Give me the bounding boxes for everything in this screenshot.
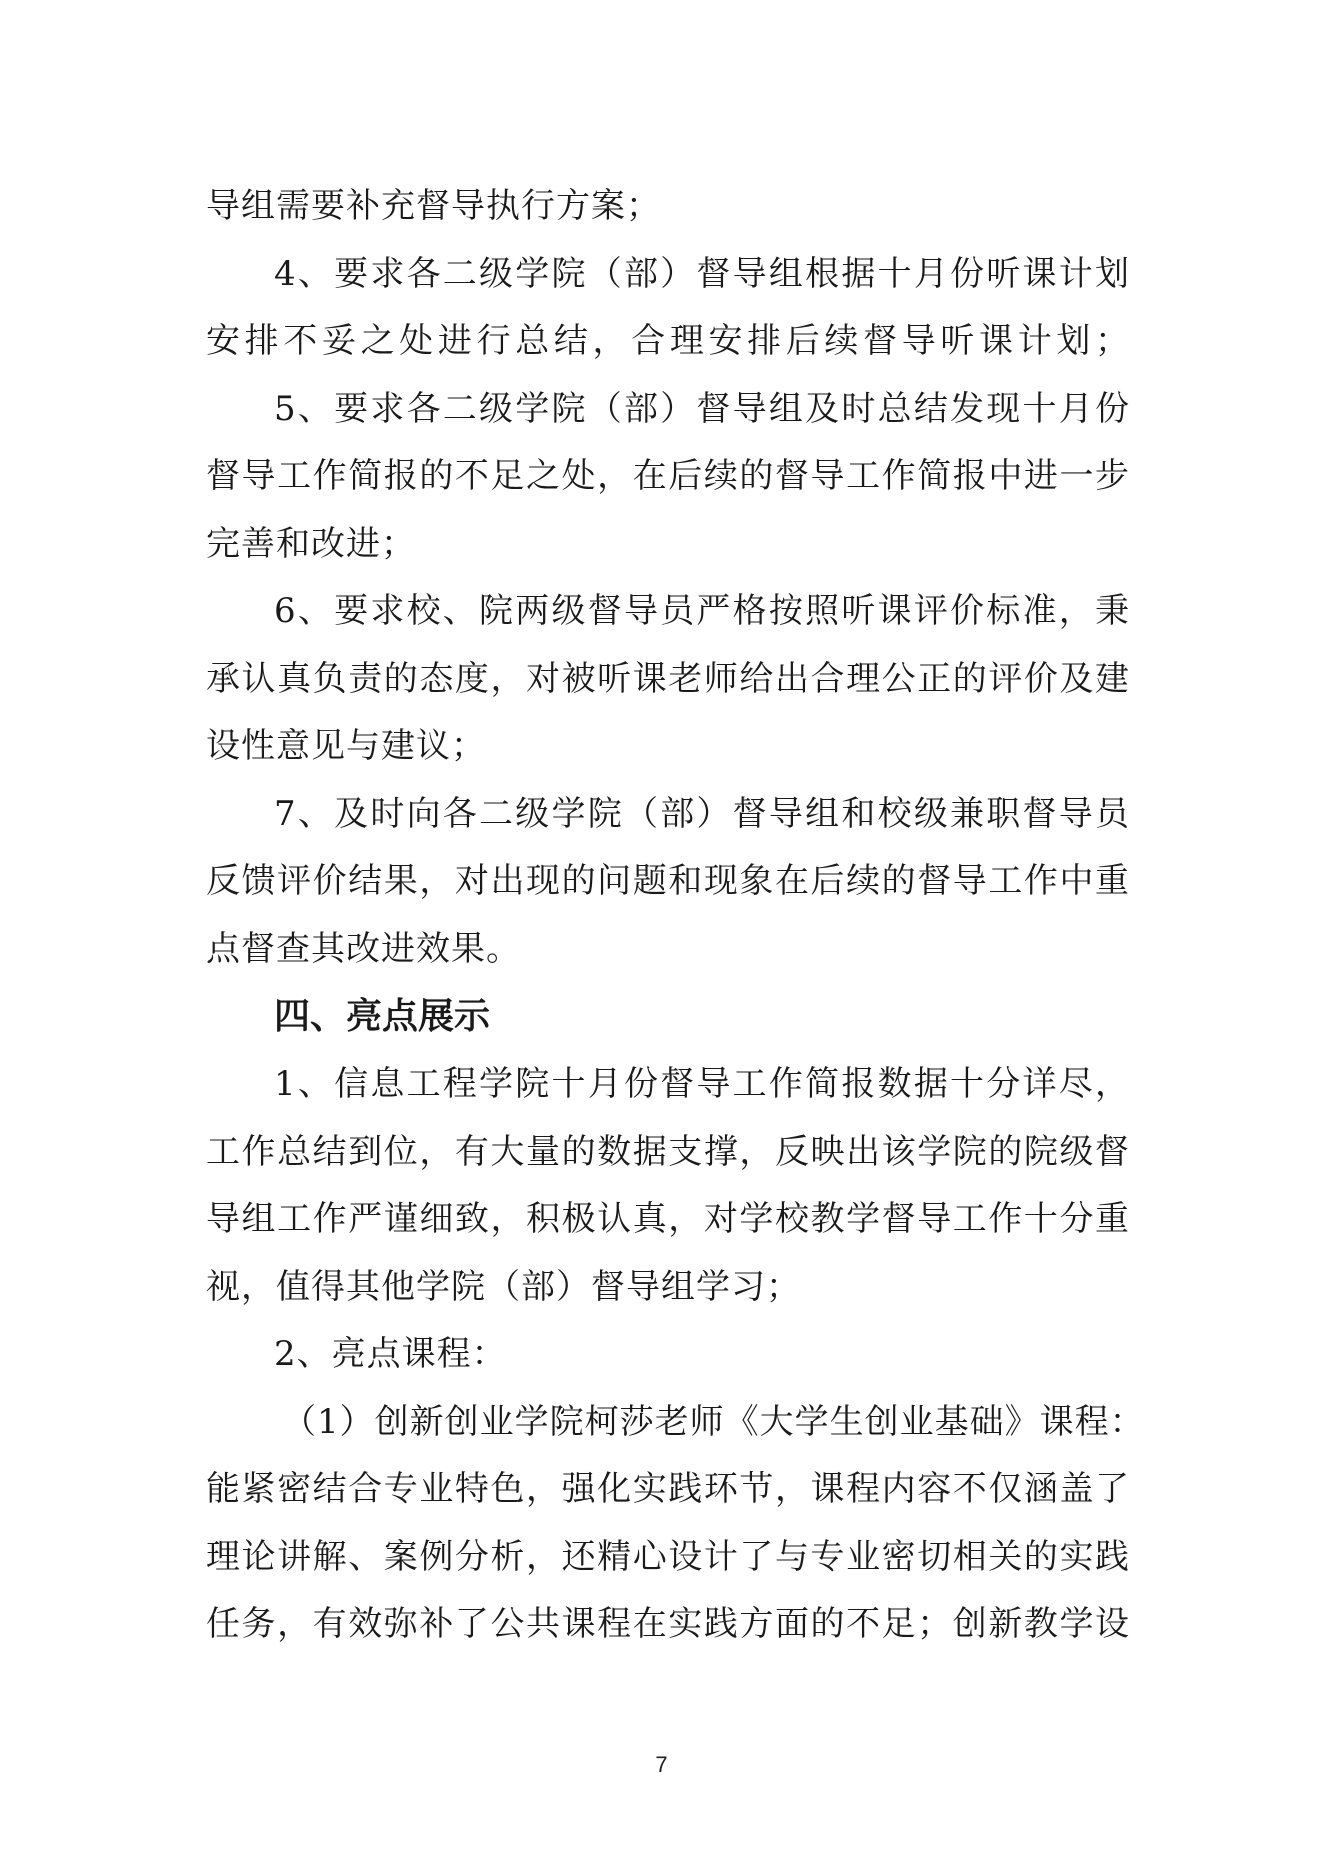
list-item-6-line-2: 承认真负责的态度，对被听课老师给出合理公正的评价及建 [206, 659, 1130, 699]
highlight-1-line-2: 工作总结到位，有大量的数据支撑，反映出该学院的院级督 [206, 1132, 1130, 1172]
page-number: 7 [655, 1752, 668, 1777]
list-item-6-line-1: 6、要求校、院两级督导员严格按照听课评价标准，秉 [274, 591, 1130, 631]
list-item-4-line-2: 安排不妥之处进行总结，合理安排后续督导听课计划； [206, 321, 1130, 361]
highlight-2-sub-1-line-4: 任务，有效弥补了公共课程在实践方面的不足；创新教学设 [206, 1604, 1130, 1644]
list-item-7-line-3: 点督查其改进效果。 [206, 929, 521, 969]
highlight-1-line-4: 视，值得其他学院（部）督导组学习； [206, 1267, 801, 1307]
list-item-7-line-1: 7、及时向各二级学院（部）督导组和校级兼职督导员 [274, 794, 1130, 834]
highlight-2-title: 2、亮点课程： [274, 1334, 507, 1374]
list-item-4-line-1: 4、要求各二级学院（部）督导组根据十月份听课计划 [274, 254, 1130, 294]
list-item-7-line-2: 反馈评价结果，对出现的问题和现象在后续的督导工作中重 [206, 861, 1130, 901]
list-item-5-line-3: 完善和改进； [206, 524, 416, 564]
highlight-2-sub-1-line-1: （1）创新创业学院柯莎老师《大学生创业基础》课程： [282, 1402, 1145, 1442]
highlight-2-sub-1-line-3: 理论讲解、案例分析，还精心设计了与专业密切相关的实践 [206, 1537, 1130, 1577]
section-heading: 四、亮点展示 [274, 996, 491, 1037]
list-item-5-line-1: 5、要求各二级学院（部）督导组及时总结发现十月份 [274, 389, 1130, 429]
highlight-2-sub-1-line-2: 能紧密结合专业特色，强化实践环节，课程内容不仅涵盖了 [206, 1469, 1130, 1509]
list-item-6-line-3: 设性意见与建议； [206, 726, 486, 766]
text-line: 导组需要补充督导执行方案； [206, 186, 661, 226]
highlight-1-line-1: 1、信息工程学院十月份督导工作简报数据十分详尽， [274, 1064, 1130, 1104]
highlight-1-line-3: 导组工作严谨细致，积极认真，对学校教学督导工作十分重 [206, 1199, 1130, 1239]
list-item-5-line-2: 督导工作简报的不足之处，在后续的督导工作简报中进一步 [206, 456, 1130, 496]
